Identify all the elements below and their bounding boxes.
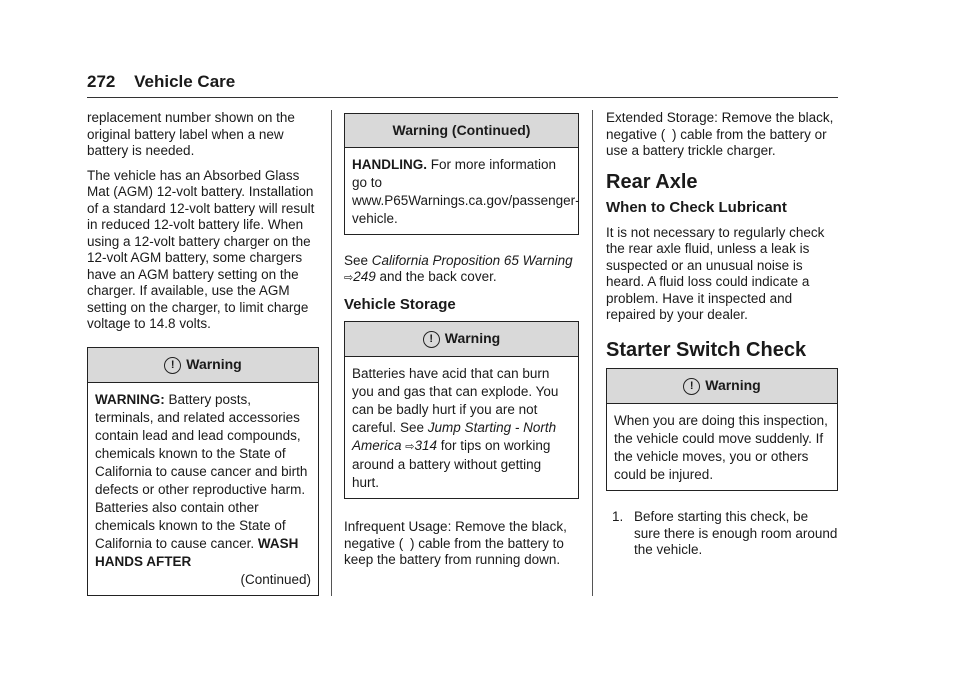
page-reference-arrow-icon: ⇨ [405, 441, 415, 453]
section-heading: Vehicle Storage [344, 295, 456, 313]
warning-circle-icon: ! [683, 378, 700, 395]
paragraph: replacement number shown on the original battery label when a new battery is needed. [87, 110, 295, 158]
page-reference[interactable]: 314 [414, 438, 438, 453]
cross-reference-link[interactable]: Jump Starting - North America [352, 420, 557, 453]
column-divider [592, 110, 593, 596]
paragraph: The vehicle has an Absorbed Glass Mat (AGM) 12-volt battery. Installation of a standard 12-volt battery will result in reduced 12-volt battery life. When using a 12-volt battery charger on the 12-volt AGM battery, some chargers have an AGM battery setting on the charger. If available, use the AGM setting on the charger, to limit charge voltage to 14.8 volts. [87, 167, 315, 331]
column-2 [344, 113, 579, 577]
warning-box [344, 321, 579, 499]
page-reference-arrow-icon: ⇨ [344, 272, 354, 284]
list-item [606, 509, 838, 559]
warning-title: ! Warning [88, 348, 318, 383]
warning-box [606, 368, 838, 491]
section-heading: Rear Axle [606, 170, 698, 193]
see-reference: See California Proposition 65 Warning ⇨249 and the back cover. [344, 252, 573, 284]
list-text: Before starting this check, be sure there is enough room around the vehicle. [634, 509, 838, 557]
warning-circle-icon: ! [423, 331, 440, 348]
subsection-heading: When to Check Lubricant [606, 199, 787, 216]
cross-reference-link[interactable]: California Proposition 65 Warning [371, 252, 573, 268]
page-reference[interactable]: 249 [353, 269, 376, 284]
warning-body: Batteries have acid that can burn you and gas that can explode. You can be badly hurt if you are not careful. See Jump Starting - North America ⇨314 for tips on working around a battery without getting hurt. [352, 366, 559, 490]
paragraph: It is not necessary to regularly check the rear axle fluid, unless a leak is suspected or an unusual noise is heard. A fluid loss could indicate a problem. Have it inspected and repaired by your dealer. [606, 224, 825, 322]
warning-title: ! Warning [345, 322, 578, 357]
header-rule [87, 97, 838, 98]
section-heading: Starter Switch Check [606, 338, 807, 361]
column-divider [331, 110, 332, 596]
column-3 [606, 110, 838, 559]
warning-body: HANDLING. For more information go to www.P65Warnings.ca.gov/passenger-vehicle. [352, 156, 580, 226]
page-header [87, 72, 235, 92]
warning-circle-icon: ! [164, 357, 181, 374]
list-number: 1. [612, 509, 624, 524]
warning-title: ! Warning [607, 369, 837, 404]
warning-body: WARNING: Battery posts, terminals, and related accessories contain lead and lead compounds, chemicals known to the State of California to cause cancer and birth defects or other reproductive harm. Batteries also contain other chemicals known to the State of California to cause cancer. WASH HANDS AFTER (Continued) [95, 391, 311, 587]
warning-body: When you are doing this inspection, the vehicle could move suddenly. If the vehicle moves, you or others could be injured. [614, 413, 828, 482]
paragraph: Extended Storage: Remove the black, negative ( ) cable from the battery or use a battery trickle charger. [606, 110, 834, 158]
page-number: 272 [87, 72, 116, 91]
paragraph: Infrequent Usage: Remove the black, negative ( ) cable from the battery to keep the battery from running down. [344, 519, 567, 567]
warning-box [87, 347, 319, 596]
warning-box-continued [344, 113, 579, 235]
continued-label: (Continued) [240, 571, 311, 587]
warning-title: Warning (Continued) [345, 114, 578, 148]
section-title: Vehicle Care [134, 72, 236, 91]
column-1 [87, 110, 319, 596]
